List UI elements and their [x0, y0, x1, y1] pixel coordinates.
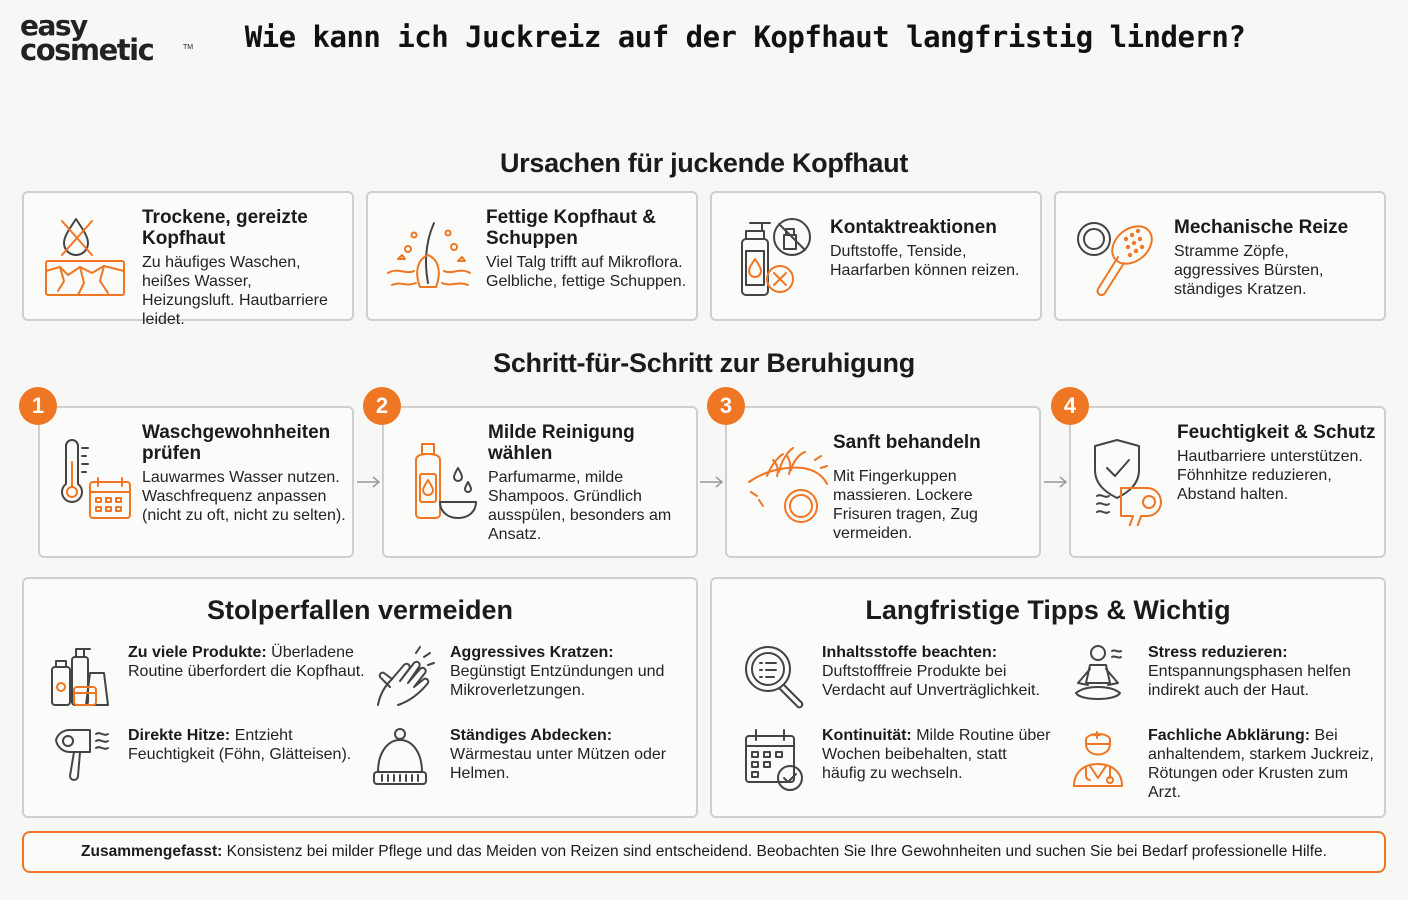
cause-title: Kontaktreaktionen	[830, 217, 997, 238]
step-desc: Mit Fingerkuppen massieren. Lockere Frisuren tragen, Zug vermeiden.	[833, 468, 978, 542]
step-card-4	[1069, 406, 1386, 558]
step-desc: Lauwarmes Wasser nutzen. Waschfrequenz anpassen (nicht zu oft, nicht zu selten).	[142, 469, 346, 524]
step-card-1	[38, 406, 354, 558]
step-desc: Parfumarme, milde Shampoos. Gründlich ausspülen, besonders am Ansatz.	[488, 469, 672, 543]
step-title: Feuchtigkeit & Schutz	[1177, 422, 1376, 443]
tip-item	[742, 726, 1052, 806]
hair-dryer-icon	[48, 726, 116, 794]
pitfall-text: Wärmestau unter Mützen oder Helmen.	[450, 746, 667, 782]
step-title: Milde Reinigung wählen	[488, 422, 635, 464]
causes-heading: Ursachen für juckende Kopfhaut	[499, 148, 909, 178]
hair-follicle-icon	[384, 211, 474, 301]
beanie-icon	[370, 726, 438, 794]
pitfalls-panel	[22, 577, 698, 818]
step-card-2	[382, 406, 698, 558]
tip-title: Kontinuität:	[822, 727, 912, 744]
scratching-hand-icon	[370, 643, 438, 711]
cause-desc: Stramme Zöpfe, aggressives Bürsten, ständiges Kratzen.	[1174, 243, 1324, 298]
meditation-icon	[1068, 643, 1136, 711]
logo-line-2: cosmetic	[20, 33, 154, 67]
tip-text: Milde Routine über Wochen beibehalten, statt häufig zu wechseln.	[822, 727, 1051, 782]
tips-panel	[710, 577, 1386, 818]
pitfall-text: Entzieht Feuchtigkeit (Föhn, Glätteisen).	[128, 727, 352, 763]
tip-title: Stress reduzieren:	[1148, 644, 1288, 661]
tip-item	[1068, 643, 1378, 723]
step-number-badge: 4	[1051, 387, 1089, 425]
cause-desc: Zu häufiges Waschen, heißes Wasser, Heizungsluft. Hautbarriere leidet.	[142, 254, 328, 328]
many-products-icon	[48, 643, 116, 711]
pitfall-item	[48, 726, 368, 806]
summary-box	[22, 831, 1386, 873]
step-title: Waschgewohnheiten prüfen	[142, 422, 331, 464]
hairbrush-icon	[1072, 211, 1162, 301]
doctor-icon	[1068, 726, 1136, 794]
tips-heading: Langfristige Tipps & Wichtig	[865, 595, 1231, 625]
summary-label: Zusammengefasst:	[81, 843, 223, 860]
massage-hand-icon	[743, 438, 833, 528]
step-card-3	[725, 406, 1041, 558]
cause-card-dry-scalp	[22, 191, 354, 328]
pitfall-item	[370, 643, 690, 723]
cracked-skin-icon	[40, 211, 130, 301]
logo-trademark: TM	[183, 44, 194, 51]
cause-title: Fettige Kopfhaut & Schuppen	[486, 207, 656, 249]
brand-logo	[20, 9, 194, 70]
tip-title: Fachliche Abklärung:	[1148, 727, 1311, 744]
pitfall-text: Überladene Routine überfordert die Kopfhaut.	[128, 644, 365, 680]
pitfall-item	[370, 726, 690, 806]
calendar-check-icon	[742, 726, 810, 794]
tip-text: Entspannungsphasen helfen indirekt auch der Haut.	[1148, 663, 1351, 699]
pitfalls-heading: Stolperfallen vermeiden	[206, 595, 514, 625]
summary-text: Konsistenz bei milder Pflege und das Meiden von Reizen sind entscheidend. Beobachten Sie Ihre Gewohnheiten und suchen Sie bei Bedarf professionelle Hilfe.	[222, 843, 1327, 860]
tip-item	[742, 643, 1052, 723]
tip-text: Duftstofffreie Produkte bei Verdacht auf Unverträglichkeit.	[822, 663, 1040, 699]
steps-heading: Schritt-für-Schritt zur Beruhigung	[493, 348, 915, 378]
pitfall-title: Direkte Hitze:	[128, 727, 231, 744]
thermometer-calendar-icon	[56, 438, 146, 528]
tip-title: Inhaltsstoffe beachten:	[822, 644, 998, 661]
pitfall-text: Begünstigt Entzündungen und Mikroverletzungen.	[450, 663, 665, 699]
cause-card-mechanical	[1054, 191, 1386, 321]
mild-shampoo-icon	[400, 438, 490, 528]
step-arrow-icon	[699, 475, 725, 489]
cause-desc: Duftstoffe, Tenside, Haarfarben können reizen.	[830, 243, 1020, 279]
shield-dryer-icon	[1087, 436, 1177, 526]
pitfall-title: Aggressives Kratzen:	[450, 644, 614, 661]
cause-title: Mechanische Reize	[1174, 217, 1349, 238]
cause-desc: Viel Talg trifft auf Mikroflora. Gelbliche, fettige Schuppen.	[486, 254, 687, 290]
step-number-badge: 3	[707, 387, 745, 425]
step-number-badge: 2	[363, 387, 401, 425]
page-title: Wie kann ich Juckreiz auf der Kopfhaut langfristig lindern?	[244, 20, 1246, 54]
cause-card-oily-scalp	[366, 191, 698, 321]
step-title: Sanft behandeln	[833, 432, 981, 453]
pitfall-title: Ständiges Abdecken:	[450, 727, 613, 744]
step-arrow-icon	[1043, 475, 1069, 489]
step-desc: Hautbarriere unterstützen. Föhnhitze reduzieren, Abstand halten.	[1177, 448, 1363, 503]
pitfall-title: Zu viele Produkte:	[128, 644, 267, 661]
magnifier-list-icon	[742, 643, 810, 711]
tip-text: Bei anhaltendem, starkem Juckreiz, Rötungen oder Krusten zum Arzt.	[1148, 727, 1374, 801]
logo-line-1: easy	[20, 9, 87, 42]
cause-card-contact	[710, 191, 1042, 321]
cause-title: Trockene, gereizte Kopfhaut	[142, 207, 308, 249]
tip-item	[1068, 726, 1378, 806]
step-number-badge: 1	[19, 387, 57, 425]
shampoo-bottle-no-icon	[728, 211, 818, 301]
step-arrow-icon	[356, 475, 382, 489]
pitfall-item	[48, 643, 368, 723]
